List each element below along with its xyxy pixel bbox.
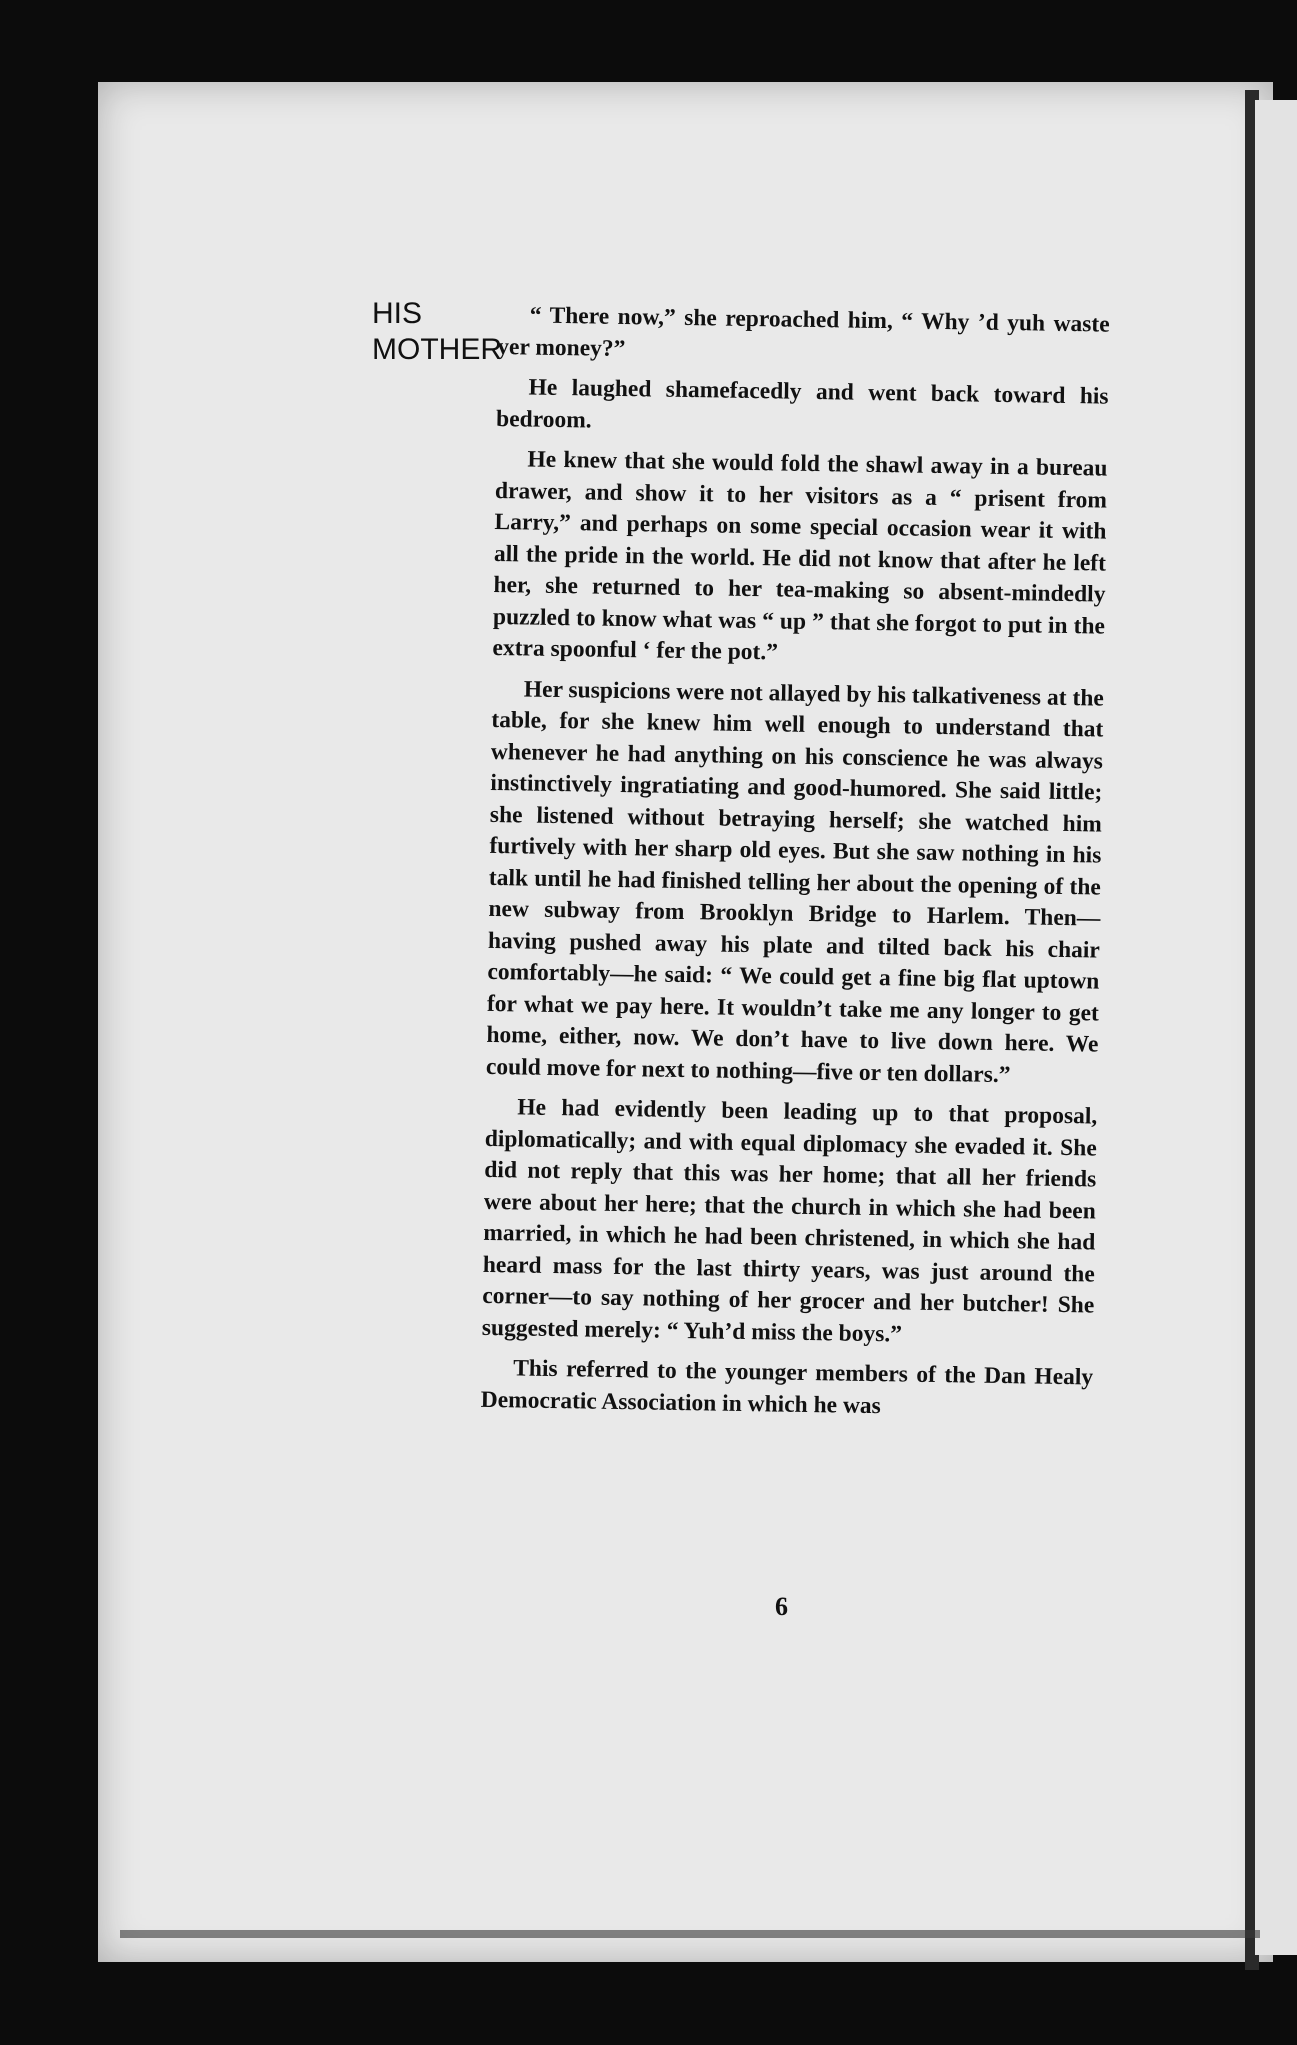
running-head-line-1: HIS <box>372 297 423 330</box>
running-head-line-2: MOTHER <box>372 333 502 366</box>
page-number: 6 <box>775 1592 788 1621</box>
paragraph-4: Her suspicions were not allayed by his talkativeness at the table, for she knew him well enough to understand that whenever he had anything on his conscience he was always instinctively ingratiating and good-humored. She said little; she listened without betraying herself; she watched him furtively with her sharp old eyes. But she saw nothing in his talk until he had finished telling her about the opening of the new subway from Brooklyn Bridge to Harlem. Then—having pushed away his plate and tilted back his chair comfortably—he said: “ We could get a fine big flat uptown for what we pay here. It wouldn’t take me any longer to get home, either, now. We don’t have to live down here. We could move for next to nothing—five or ten dollars.” <box>485 675 1105 1088</box>
facing-page-edge <box>1255 100 1297 1955</box>
page-bottom-edge <box>120 1930 1260 1938</box>
paragraph-1: “ There now,” she reproached him, “ Why ’d yuh waste yer money?” <box>497 302 1110 362</box>
paragraph-6: This referred to the younger members of the Dan Healy Democratic Association in which he was <box>480 1355 1094 1419</box>
paragraph-5: He had evidently been leading up to that proposal, diplomatically; and with equal diplomacy she evaded it. She did not reply that this was her home; that all her friends were about her here; that the church in which she had been married, in which he had been christened, in which she had heard mass for the last thirty years, was just around the corner—to say nothing of her grocer and her butcher! She suggested merely: “ Yuh’d miss the boys.” <box>481 1094 1098 1347</box>
running-head <box>372 296 502 368</box>
paragraph-2: He laughed shamefacedly and went back toward his bedroom. <box>495 374 1109 433</box>
paragraph-3: He knew that she would fold the shawl away in a bureau drawer, and show it to her visitors as a “ prisent from Larry,” and perhaps on some special occasion wear it with all the pride in the world. He did not know that after he left her, she returned to her tea-making so absent-mindedly puzzled to know what was “ up ” that she forgot to put in the extra spoonful ‘ fer the pot.” <box>492 446 1108 666</box>
body-text <box>480 300 1110 1434</box>
